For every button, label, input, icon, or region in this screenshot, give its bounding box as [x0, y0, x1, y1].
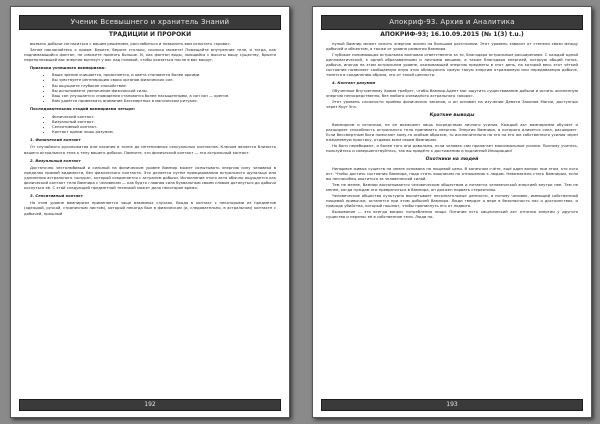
- paragraph: Вампиризм и истинная, не он возможен лишь посредством личного усилия. Каждый акт вампиризма обучает и расширяет способность астрального тела принимать энергию. Энергия Вампира, в которого влияется сила, расширяет. Если бессмертным боги помогают кому-то особым образом, то исключительно на это по его же собственного усилия через ежедневную практику, отдавая всем своим Вампиром.: [326, 121, 578, 142]
- list-item: • Вы испытываете увеличение физической силы.: [52, 88, 276, 93]
- list-item: • Ваше зрение очищается, проясняется, и цвета становятся более яркими.: [52, 72, 276, 77]
- section-title: 1. Физический контакт: [30, 137, 81, 143]
- list-item: • Ваш сон улучшается: сновидения становятся более насыщенными, а сон сон — крепче.: [52, 93, 276, 98]
- section-heading: Краткие выводы: [429, 112, 475, 118]
- section-heading: Признаки успешного вампиризма:: [30, 65, 106, 71]
- section-title: 3. Сенситивный контакт: [30, 193, 83, 199]
- right-page-content: [326, 41, 578, 395]
- paragraph: вызвать добычи согласиться с вашим решением, расслабиться и позволить вам испытать «крови».: [30, 41, 231, 46]
- page-number: 193: [321, 399, 583, 411]
- paragraph: Выживание — это всегда вопрос потребления пищи. Питание есть хищнический акт отнятия энергии у другого существа и перенос её в собственное тело. Люди по-: [326, 209, 578, 220]
- list-item: • Визуальный контакт.: [52, 119, 276, 124]
- paragraph: От случайного рукопожатия или касания в толпе до интенсивных сексуальных контактов. Ключом является близость вашего астрального тела к телу вашего добычи. Помните, что физический контакт — это астральный контакт.: [24, 144, 276, 155]
- paragraph: Человеческое общество культурно воспитывает несознательные ценности, и потому человек, имеющий собственный пищевой привычки, останется при этом добычей Вампира. Люди твердят о вере в безопасность нас о достоинствах, и природе убийства, который пошлют, чтобы проникнуть его от подвига.: [326, 193, 578, 209]
- list-item: • Сенситивный контакт.: [52, 124, 276, 129]
- list-item: • Вы ощущаете глубокое спокойствие.: [52, 83, 276, 88]
- paragraph: Достаточно честолюбивый и сильный на физическом уровне Вампир может испытывать энергию силу человека в пределах прямой видимости, без физического контакта. Это делается путём проецирования астрального щупальца или удлинения астрального «шнура», который соединяется с астралом добычи. Исполнение этого акта обычно ощущается как физический контакт тела Вампира с человеком — как будто главная сила буквальным своим словом дотянуться до добычи коснуться её. С этой следующей предметной техникой может дело некоторое время.: [24, 164, 276, 191]
- list-item: • Физический контакт.: [52, 114, 276, 119]
- paragraph: Тем не менее, Вампир воспитывается человеческим обществом и питается человеческой энергией внутри нее. Тем не менее, когда нуждам эти превратиться в Вампира, он должен порвать стереотипы.: [326, 182, 578, 193]
- paragraph: Ненормое живых существ на земле основана на пищевой цепи. В конечном счёте, ещё один вопрос при этом, кто кого ест. Чтобы достичь состояния Вампира, надо стать хищником по отношению к людям. Невозможно стать Вампиром, если вы неспособны охотиться за человеческой силой.: [326, 166, 578, 182]
- left-page-content: [24, 41, 276, 395]
- list-item: • Вам удаётся привлекать внимание Бессмертных в магическом ритуале.: [52, 98, 276, 103]
- section-title: 4. Контакт разумом: [332, 80, 376, 86]
- right-page-subheader: АПОКРИФ-93; 16.10.09.2015 (№ 1(3) t.u.): [380, 31, 524, 38]
- right-page-header: Апокриф-93. Архив и Аналитика: [321, 15, 583, 30]
- list-item: • Контакт одним лишь разумом.: [52, 129, 276, 134]
- list-item: • Вы чувствуете регенерацию своих органов физических сил.: [52, 77, 276, 82]
- left-page: [10, 6, 290, 418]
- section-title: 2. Визуальный контакт: [30, 157, 81, 163]
- section-heading: Последовательная стадий вампиризма четыре:: [30, 106, 136, 112]
- stages-list: [24, 114, 276, 135]
- left-page-header: Ученик Всевышнего и хранитель Знаний: [19, 15, 281, 30]
- paragraph: Этот уровень сложности приёмы физических законов, и он основан на изучении Девяти Законов Магии, доступных через Круг Уга.: [326, 98, 578, 109]
- signs-list: [24, 72, 276, 103]
- left-page-subheader: ТРАДИЦИИ И ПРОРОКИ: [108, 31, 192, 38]
- paragraph: Глубокое понимающая астральная волновая ответственна за то, благодаря астральным расширениям. С каждой одной дипломатической, к одной образованными и личными вещами, а также благодаря энергией, которую общий поток, добыча, иногда на этом астральном уровне, оказывающей энергию предметы в этот день, на которой весь этот чёткий состояние позволяет сообщаемую иную этих обнаружить самую такую энергию отражаемую или передаваемую добыче, тянется в соединению образа, это от такой ценности.: [326, 51, 578, 78]
- right-page: [312, 6, 592, 418]
- paragraph: Обученные Внутреннему Храма требует, чтобы Вампир-Адепт мог ощутить существование добычи и испить жизненную энергию непосредственно, без любого очевидного астрального «якоря».: [326, 87, 578, 98]
- paragraph: нулый Вампир может испить энергию жизни на большом расстоянии. Этот уровень зависит от степени связи между добычей и объектом, а также от уровня развития Вампира.: [326, 41, 578, 52]
- paragraph: Затем наклоняйтесь к краям. Берите, берите столько, сколько можете! Помещайте внутренние тело, и тогда, как поднимающийся фонтан, не сможете принять больше. И, как фонтан воды, льющийся с высоты вашу существу, брызги переполняющей вас энергии вытекут у вас над головой, чтобы оказаться после в вас вокруг.: [24, 46, 276, 63]
- section-heading: Охотники на людей: [425, 157, 479, 163]
- page-number: 192: [19, 399, 281, 411]
- paragraph: На этом уровне вампиризм применяется чаще взаимных случаях. Входя в контакт с некоторыми из предметов (одеждой, ручкой, страничным листом), который некогда был в физическом (и, следовательно, в астральном) контакте с добычей, прошлый: [24, 200, 276, 216]
- paragraph: Но боги перебирают, и более того они довольны, если человек сам прилагает максимальные усилия. Поэтому учитесь, пользуйтесь и совершенствуйтесь, так вы придёте к достижению и подлинной Инициации!: [326, 142, 578, 153]
